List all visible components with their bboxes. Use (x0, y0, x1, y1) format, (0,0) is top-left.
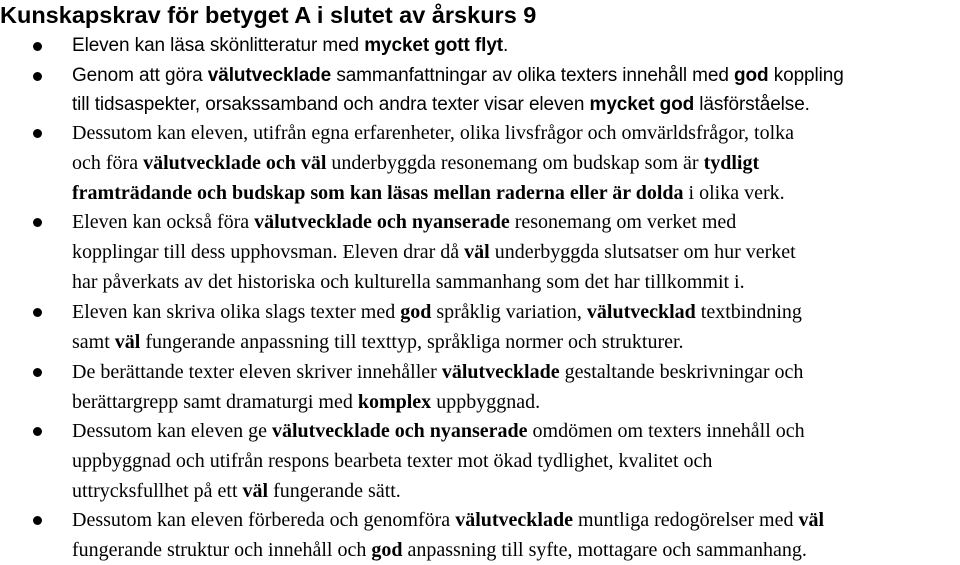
criteria-line (72, 357, 803, 387)
criteria-line (72, 118, 794, 148)
emphasized-text: väl (464, 241, 490, 263)
criteria-line (72, 31, 508, 61)
emphasized-text: god (734, 65, 769, 86)
emphasized-text: väl (242, 480, 269, 502)
criteria-line (72, 207, 736, 237)
emphasized-text: välutvecklade och nyanserade (254, 211, 510, 233)
text-segment: anpassning till syfte, mottagare och sammanhang. (402, 539, 807, 561)
text-segment: läsförståelse. (694, 94, 810, 115)
criteria-line (72, 446, 712, 476)
text-segment: gestaltande beskrivningar och (559, 361, 804, 383)
text-segment: till tidsaspekter, orsakssamband och andra texter visar eleven (72, 94, 590, 115)
bullet-icon (33, 516, 42, 525)
emphasized-text: välutvecklade och nyanserade (271, 420, 528, 442)
emphasized-text: väl (798, 509, 825, 531)
criteria-line (72, 61, 844, 91)
criteria-line (72, 267, 745, 297)
text-segment: koppling (768, 65, 844, 86)
emphasized-text: välutvecklade (207, 65, 332, 86)
emphasized-text: komplex (357, 391, 432, 413)
emphasized-text: god (371, 539, 403, 561)
emphasized-text: god (400, 301, 432, 323)
text-segment: uppbyggnad och utifrån respons bearbeta texter mot ökad tydlighet, kvalitet och (72, 450, 713, 472)
text-segment: samt (72, 331, 115, 353)
emphasized-text: väl (114, 331, 141, 353)
text-segment: Dessutom kan eleven ge (72, 420, 272, 442)
text-segment: fungerande sätt. (268, 480, 401, 502)
text-segment: språklig variation, (431, 301, 587, 323)
text-segment: De berättande texter eleven skriver innehåller (72, 361, 442, 383)
criteria-line (72, 416, 805, 446)
text-segment: Eleven kan skriva olika slags texter med (72, 301, 401, 323)
emphasized-text: mycket god (589, 94, 695, 115)
bullet-icon (33, 308, 42, 317)
text-segment: i olika verk. (683, 182, 785, 204)
text-segment: och föra (72, 152, 144, 174)
text-segment: fungerande struktur och innehåll och (72, 539, 372, 561)
bullet-icon (33, 42, 42, 51)
emphasized-text: tydligt (703, 152, 760, 174)
text-segment: Eleven kan läsa skönlitteratur med (72, 35, 365, 56)
text-segment: Dessutom kan eleven förbereda och genomföra (72, 509, 456, 531)
criteria-line (72, 535, 807, 565)
bullet-icon (33, 368, 42, 377)
text-segment: . (503, 35, 509, 56)
text-segment: underbyggda slutsatser om hur verket (489, 241, 796, 263)
text-segment: har påverkats av det historiska och kulturella sammanhang som det har tillkommit i. (72, 271, 745, 293)
text-segment: resonemang om verket med (509, 211, 737, 233)
criteria-line (72, 387, 540, 417)
criteria-line (72, 327, 684, 357)
bullet-icon (33, 218, 42, 227)
criteria-line (72, 297, 802, 327)
criteria-line (72, 178, 785, 208)
text-segment: textbindning (695, 301, 802, 323)
emphasized-text: välutvecklade (441, 361, 560, 383)
criteria-line (72, 148, 759, 178)
text-segment: uttrycksfullhet på ett (72, 480, 243, 502)
bullet-icon (33, 427, 42, 436)
text-segment: underbyggda resonemang om budskap som är (326, 152, 704, 174)
criteria-line (72, 505, 824, 535)
emphasized-text: framträdande och budskap som kan läsas mellan raderna eller är dolda (72, 182, 684, 204)
text-segment: sammanfattningar av olika texters innehåll med (331, 65, 734, 86)
emphasized-text: välutvecklad (586, 301, 696, 323)
text-segment: Dessutom kan eleven, utifrån egna erfarenheter, olika livsfrågor och omvärldsfrågor, tolka (72, 122, 795, 144)
text-segment: berättargrepp samt dramaturgi med (72, 391, 358, 413)
bullet-icon (33, 129, 42, 138)
text-segment: fungerande anpassning till texttyp, språkliga normer och strukturer. (140, 331, 684, 353)
criteria-line (72, 237, 796, 267)
criteria-line (72, 476, 401, 506)
emphasized-text: välutvecklade och väl (143, 152, 327, 174)
page-title: Kunskapskrav för betyget A i slutet av årskurs 9 (0, 2, 537, 28)
text-segment: Eleven kan också föra (72, 211, 255, 233)
bullet-icon (33, 72, 42, 81)
text-segment: omdömen om texters innehåll och (527, 420, 805, 442)
text-segment: kopplingar till dess upphovsman. Eleven drar då (72, 241, 465, 263)
emphasized-text: välutvecklade (455, 509, 573, 531)
text-segment: uppbyggnad. (431, 391, 541, 413)
criteria-line (72, 90, 810, 120)
text-segment: Genom att göra (72, 65, 208, 86)
emphasized-text: mycket gott flyt (364, 35, 504, 56)
text-segment: muntliga redogörelser med (572, 509, 799, 531)
